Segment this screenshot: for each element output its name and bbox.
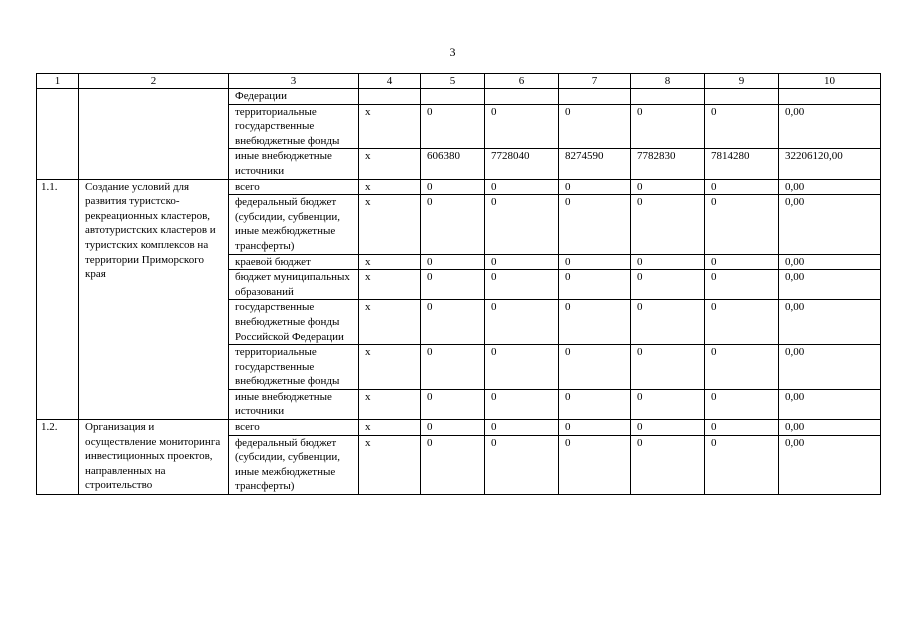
total-cell: 32206120,00 (779, 149, 881, 179)
value-cell: 0 (631, 420, 705, 436)
value-cell: 0 (705, 104, 779, 149)
value-cell: 0 (559, 420, 631, 436)
column-header: 6 (485, 74, 559, 89)
mark-cell: х (359, 195, 421, 254)
funding-source: краевой бюджет (229, 254, 359, 270)
value-cell (559, 89, 631, 105)
mark-cell: х (359, 270, 421, 300)
mark-cell: х (359, 345, 421, 390)
value-cell: 0 (421, 195, 485, 254)
total-cell: 0,00 (779, 389, 881, 419)
page-number: 3 (449, 45, 456, 59)
value-cell: 0 (421, 270, 485, 300)
total-cell: 0,00 (779, 254, 881, 270)
total-cell: 0,00 (779, 300, 881, 345)
value-cell: 0 (485, 179, 559, 195)
value-cell: 0 (421, 300, 485, 345)
value-cell: 0 (631, 270, 705, 300)
total-cell (779, 89, 881, 105)
funding-source: всего (229, 179, 359, 195)
value-cell: 0 (485, 420, 559, 436)
value-cell (485, 89, 559, 105)
value-cell: 606380 (421, 149, 485, 179)
value-cell: 0 (559, 345, 631, 390)
value-cell: 0 (559, 179, 631, 195)
value-cell: 0 (559, 300, 631, 345)
funding-source: территориальные государственные внебюджетные фонды (229, 104, 359, 149)
row-number (37, 89, 79, 180)
value-cell: 8274590 (559, 149, 631, 179)
funding-source: Федерации (229, 89, 359, 105)
value-cell: 0 (485, 345, 559, 390)
mark-cell: х (359, 435, 421, 494)
row-number: 1.2. (37, 420, 79, 495)
funding-source: федеральный бюджет (субсидии, субвенции, иные межбюджетные трансферты) (229, 195, 359, 254)
value-cell: 0 (421, 179, 485, 195)
value-cell: 0 (421, 420, 485, 436)
value-cell: 0 (559, 270, 631, 300)
value-cell: 0 (485, 104, 559, 149)
total-cell: 0,00 (779, 104, 881, 149)
value-cell: 0 (559, 389, 631, 419)
value-cell: 0 (559, 195, 631, 254)
mark-cell: х (359, 179, 421, 195)
column-header: 5 (421, 74, 485, 89)
value-cell: 0 (705, 300, 779, 345)
funding-source: бюджет муниципальных образований (229, 270, 359, 300)
value-cell: 0 (485, 389, 559, 419)
column-header: 10 (779, 74, 881, 89)
value-cell: 0 (485, 300, 559, 345)
value-cell: 7782830 (631, 149, 705, 179)
value-cell: 0 (705, 420, 779, 436)
column-header: 8 (631, 74, 705, 89)
value-cell: 0 (705, 254, 779, 270)
mark-cell: х (359, 420, 421, 436)
total-cell: 0,00 (779, 345, 881, 390)
funding-source: всего (229, 420, 359, 436)
value-cell: 0 (631, 435, 705, 494)
total-cell: 0,00 (779, 179, 881, 195)
mark-cell: х (359, 149, 421, 179)
value-cell: 0 (631, 195, 705, 254)
value-cell (421, 89, 485, 105)
funding-source: федеральный бюджет (субсидии, субвенции, иные межбюджетные трансферты) (229, 435, 359, 494)
value-cell: 0 (705, 345, 779, 390)
mark-cell: х (359, 254, 421, 270)
funding-source: территориальные государственные внебюджетные фонды (229, 345, 359, 390)
value-cell: 0 (485, 270, 559, 300)
value-cell: 0 (631, 345, 705, 390)
value-cell: 7728040 (485, 149, 559, 179)
value-cell (705, 89, 779, 105)
column-header: 1 (37, 74, 79, 89)
value-cell: 0 (421, 254, 485, 270)
value-cell: 0 (485, 254, 559, 270)
total-cell: 0,00 (779, 435, 881, 494)
value-cell: 0 (631, 104, 705, 149)
activity-name: Организация и осуществление мониторинга инвестиционных проектов, направленных на строительство (79, 420, 229, 495)
value-cell: 0 (559, 435, 631, 494)
value-cell: 0 (705, 195, 779, 254)
value-cell: 0 (421, 345, 485, 390)
total-cell: 0,00 (779, 420, 881, 436)
mark-cell: х (359, 389, 421, 419)
value-cell: 0 (559, 104, 631, 149)
table-row (37, 179, 881, 195)
column-header: 2 (79, 74, 229, 89)
value-cell: 0 (631, 300, 705, 345)
funding-source: иные внебюджетные источники (229, 389, 359, 419)
mark-cell: х (359, 300, 421, 345)
activity-name (79, 89, 229, 180)
column-header: 3 (229, 74, 359, 89)
value-cell: 0 (705, 389, 779, 419)
value-cell: 0 (421, 104, 485, 149)
funding-source: иные внебюджетные источники (229, 149, 359, 179)
column-header: 7 (559, 74, 631, 89)
value-cell (631, 89, 705, 105)
value-cell: 0 (559, 254, 631, 270)
value-cell: 0 (631, 254, 705, 270)
mark-cell (359, 89, 421, 105)
mark-cell: х (359, 104, 421, 149)
row-number: 1.1. (37, 179, 79, 420)
value-cell: 0 (705, 270, 779, 300)
value-cell: 0 (705, 435, 779, 494)
value-cell: 7814280 (705, 149, 779, 179)
funding-source: государственные внебюджетные фонды Российской Федерации (229, 300, 359, 345)
total-cell: 0,00 (779, 270, 881, 300)
value-cell: 0 (631, 179, 705, 195)
value-cell: 0 (485, 435, 559, 494)
value-cell: 0 (421, 435, 485, 494)
table-row (37, 420, 881, 436)
value-cell: 0 (705, 179, 779, 195)
total-cell: 0,00 (779, 195, 881, 254)
header-row (37, 74, 881, 89)
table-row (37, 89, 881, 105)
value-cell: 0 (421, 389, 485, 419)
column-header: 9 (705, 74, 779, 89)
value-cell: 0 (485, 195, 559, 254)
activity-name: Создание условий для развития туристско-рекреационных кластеров, автотуристских кластеров и туристских комплексов на территории Приморского края (79, 179, 229, 420)
budget-table (36, 73, 881, 495)
value-cell: 0 (631, 389, 705, 419)
column-header: 4 (359, 74, 421, 89)
